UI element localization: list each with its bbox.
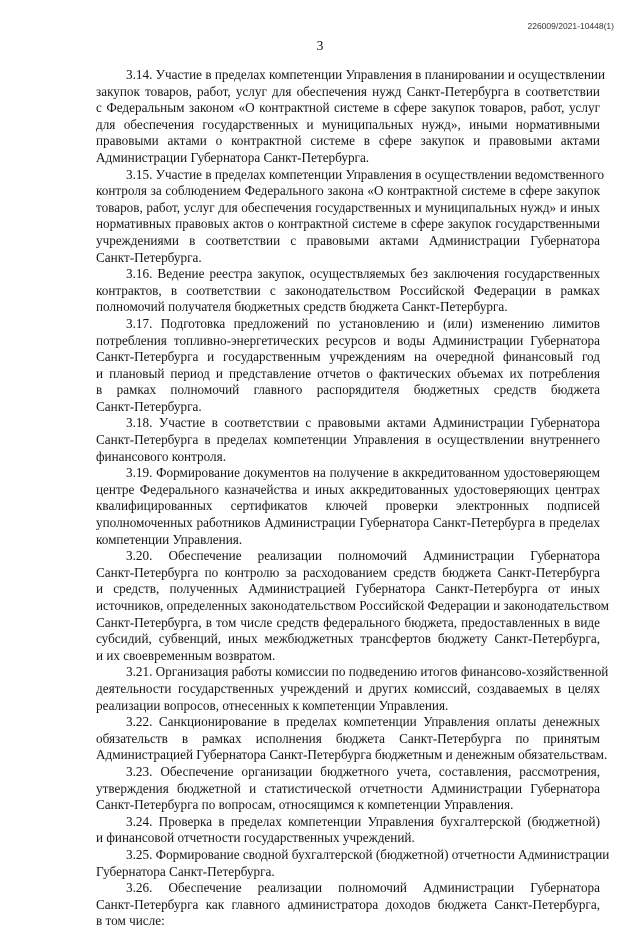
paragraph-1 <box>96 67 606 167</box>
text-line: 3.21. Организация работы комиссии по подведению итогов финансово-хозяйственной <box>126 664 609 680</box>
text-line: центре Федерального казначейства и иных аккредитованных удостоверяющих центрах <box>96 481 600 497</box>
paragraph-12 <box>96 846 610 880</box>
document-id: 226009/2021-10448(1) <box>527 21 614 31</box>
document-body <box>96 67 610 930</box>
text-line: квалифицированных сертификатов ключей проверки электронных подписей <box>96 498 600 514</box>
text-line: утверждения бюджетной и статистической отчетности Администрации Губернатора <box>96 780 600 796</box>
text-line: Администрацией Губернатора Санкт-Петербурга бюджетным и денежным обязательствам. <box>96 747 608 763</box>
paragraph-8 <box>96 664 609 714</box>
page-number: 3 <box>316 38 324 53</box>
text-line: уполномоченных работников Администрации Губернатора Санкт-Петербурга в пределах <box>96 515 600 531</box>
text-line: Санкт-Петербурга как главного администратора доходов бюджета Санкт-Петербурга, <box>96 896 600 912</box>
text-line: и их своевременным возвратом. <box>96 647 276 663</box>
text-line: 3.17. Подготовка предложений по установлению и (или) изменению лимитов <box>126 315 600 331</box>
text-line: 3.18. Участие в соответствии с правовыми актами Администрации Губернатора <box>126 415 600 431</box>
text-line: с Федеральным законом «О контрактной системе в сфере закупок товаров, работ, услуг <box>96 100 600 116</box>
text-line: реализации вопросов, отнесенных к компетенции Управления. <box>96 697 449 713</box>
text-line: 3.25. Формирование сводной бухгалтерской (бюджетной) отчетности Администрации <box>126 846 610 862</box>
text-line: контроля за соблюдением Федерального закона «О контрактной системе в сфере закупок <box>96 183 600 199</box>
text-line: товаров, работ, услуг для обеспечения государственных и муниципальных нужд» и иных <box>96 199 600 215</box>
text-line: обязательств в рамках исполнения бюджета Санкт-Петербурга по принятым <box>96 730 600 746</box>
text-line: в том числе: <box>96 913 165 929</box>
text-line: Санкт-Петербурга. <box>96 249 202 265</box>
paragraph-6 <box>96 465 600 548</box>
text-line: Санкт-Петербурга и государственным учреждениям на очередной финансовый год <box>96 349 600 365</box>
text-line: правовыми актами о контрактной системе в сфере закупок и правовыми актами <box>96 133 600 149</box>
text-line: 3.15. Участие в пределах компетенции Управления в осуществлении ведомственного <box>126 166 605 182</box>
paragraph-7 <box>96 548 610 664</box>
text-line: закупок товаров, работ, услуг для обеспечения нужд Санкт-Петербурга в соответствии <box>96 83 600 99</box>
text-line: контрактов, в соответствии с законодательством Российской Федерации в рамках <box>96 282 600 298</box>
text-line: потребления топливно-энергетических ресурсов и воды Администрации Губернатора <box>96 332 600 348</box>
text-line: 3.16. Ведение реестра закупок, осуществляемых без заключения государственных <box>126 266 600 282</box>
text-line: и средств, полученных Администрацией Губернатора Санкт-Петербурга от иных <box>96 581 600 597</box>
paragraph-9 <box>96 714 608 764</box>
paragraph-4 <box>96 316 600 416</box>
text-line: полномочий получателя бюджетных средств бюджета Санкт-Петербурга. <box>96 299 508 315</box>
text-line: Санкт-Петербурга, в том числе средств федерального бюджета, предоставленных в виде <box>96 614 600 630</box>
paragraph-2 <box>96 166 605 267</box>
text-line: Санкт-Петербурга по вопросам, относящимся к компетенции Управления. <box>96 797 514 813</box>
paragraph-11 <box>96 814 600 847</box>
text-line: 3.19. Формирование документов на получение в аккредитованном удостоверяющем <box>126 465 600 481</box>
text-line: Санкт-Петербурга в пределах компетенции Управления в осуществлении внутреннего <box>96 432 600 448</box>
text-line: Санкт-Петербурга по контролю за расходованием средств бюджета Санкт-Петербурга <box>96 564 600 580</box>
text-line: и плановый период и представление отчетов о фактических объемах их потребления <box>96 365 600 381</box>
paragraph-3 <box>96 266 600 316</box>
text-line: 3.23. Обеспечение организации бюджетного учета, составления, рассмотрения, <box>126 763 600 779</box>
text-line: 3.26. Обеспечение реализации полномочий Администрации Губернатора <box>126 880 600 896</box>
text-line: 3.22. Санкционирование в пределах компетенции Управления оплаты денежных <box>126 714 600 730</box>
text-line: Губернатора Санкт-Петербурга. <box>96 863 275 879</box>
text-line: компетенции Управления. <box>96 531 243 547</box>
text-line: 3.24. Проверка в пределах компетенции Управления бухгалтерской (бюджетной) <box>126 813 600 829</box>
text-line: деятельности государственных учреждений и других комиссий, создаваемых в целях <box>96 680 600 696</box>
text-line: в рамках полномочий главного распорядителя бюджетных средств бюджета <box>96 382 600 398</box>
text-line: финансового контроля. <box>96 448 226 464</box>
paragraph-5 <box>96 415 600 465</box>
text-line: источников, определенных законодательством Российской Федерации и законодательством <box>96 598 610 613</box>
text-line: 3.20. Обеспечение реализации полномочий Администрации Губернатора <box>126 548 600 564</box>
paragraph-10 <box>96 764 600 814</box>
text-line: 3.14. Участие в пределах компетенции Управления в планировании и осуществлении <box>126 67 606 82</box>
text-line: для обеспечения государственных и муниципальных нужд», иными нормативными <box>96 116 600 132</box>
text-line: нормативных правовых актов о контрактной системе в сфере закупок государственными <box>96 216 600 232</box>
text-line: Санкт-Петербурга. <box>96 398 202 414</box>
text-line: субсидий, субвенций, иных межбюджетных трансфертов бюджету Санкт-Петербурга, <box>96 631 600 647</box>
text-line: Администрации Губернатора Санкт-Петербурга. <box>96 149 370 165</box>
text-line: и финансовой отчетности государственных учреждений. <box>96 830 415 846</box>
text-line: учреждениями в соответствии с правовыми актами Администрации Губернатора <box>96 232 600 248</box>
